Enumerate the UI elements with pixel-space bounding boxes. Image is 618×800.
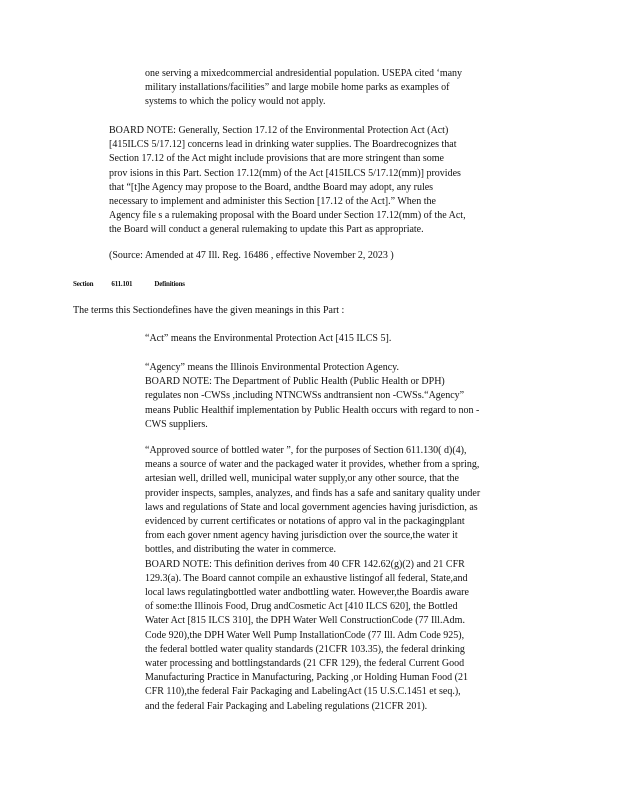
text-line: systems to which the policy would not apply. xyxy=(145,96,326,108)
text-line: water processing and bottlingstandards (21 CFR 129), the federal Current Good xyxy=(145,658,465,670)
source-note xyxy=(109,249,533,263)
text-line: the Board will conduct a general rulemaking to update this Part as appropriate. xyxy=(109,224,424,236)
text-line: “Approved source of bottled water ”, for the purposes of Section 611.130( d)(4), xyxy=(145,445,467,456)
text-line: BOARD NOTE: The Department of Public Health (Public Health or DPH) xyxy=(145,376,445,388)
terms-intro xyxy=(73,304,493,318)
section-heading xyxy=(73,280,185,288)
text-line: and the federal Fair Packaging and Labeling regulations (21CFR 201). xyxy=(145,700,428,712)
text-line: one serving a mixedcommercial andresidential population. USEPA cited ‘many xyxy=(145,68,463,79)
text-line: of some:the Illinois Food, Drug andCosmetic Act [410 ILCS 620], the Bottled xyxy=(145,601,458,613)
text-line: Code 920),the DPH Water Well Pump InstallationCode (77 Ill. Adm Code 925), xyxy=(145,629,465,641)
text-line: Manufacturing Practice in Manufacturing, Packing ,or Holding Human Food (21 xyxy=(145,672,468,684)
text-line: from each gover nment agency having jurisdiction over the source,the water it xyxy=(145,530,458,542)
text-line: prov isions in this Part. Section 17.12(mm) of the Act [415ILCS 5/17.12(mm)] provides xyxy=(109,167,461,179)
section-number: 611.101 xyxy=(111,280,133,288)
text-line: BOARD NOTE: This definition derives from 40 CFR 142.62(g)(2) and 21 CFR xyxy=(145,558,465,570)
text-line: the federal bottled water quality standards (21CFR 103.35), the federal drinking xyxy=(145,643,465,655)
text-line: local laws regulatingbottled water andbottling water. However,the Boardis aware xyxy=(145,587,469,599)
text-line: laws and regulations of State and local government agencies having jurisdiction, as xyxy=(145,501,478,513)
text-line: Water Act [815 ILCS 310], the DPH Water Well ConstructionCode (77 Ill.Adm. xyxy=(145,615,465,627)
text-line: BOARD NOTE: Generally, Section 17.12 of the Environmental Protection Act (Act) xyxy=(109,125,449,136)
text-line: means a source of water and the packaged water it provides, whether from a spring, xyxy=(145,459,480,471)
text-line: necessary to implement and administer this Section [17.12 of the Act].” When the xyxy=(109,196,436,208)
definition-agency xyxy=(145,361,541,432)
text-line: CFR 110),the federal Fair Packaging and LabelingAct (15 U.S.C.1451 et seq.), xyxy=(145,686,461,698)
text-line: Section 17.12 of the Act might include provisions that are more stringent than some xyxy=(109,153,444,165)
definition-act xyxy=(145,332,525,346)
text-line: [415ILCS 5/17.12] concerns lead in drinking water supplies. The Boardrecognizes that xyxy=(109,139,457,151)
text-line: Agency file s a rulemaking proposal with the Board under Section 17.12(mm) of the Act, xyxy=(109,210,466,222)
text-line: bottles, and distributing the water in commerce. xyxy=(145,544,337,556)
intro-paragraph xyxy=(145,67,525,110)
text-line: CWS suppliers. xyxy=(145,418,208,430)
section-label: Section xyxy=(73,280,94,288)
text-line: The terms this Sectiondefines have the given meanings in this Part : xyxy=(73,305,345,316)
text-line: (Source: Amended at 47 Ill. Reg. 16486 , effective November 2, 2023 ) xyxy=(109,250,394,261)
text-line: provider inspects, samples, analyzes, and finds has a safe and sanitary quality under xyxy=(145,487,481,499)
definition-approved-source xyxy=(145,444,541,714)
text-line: “Act” means the Environmental Protection Act [415 ILCS 5]. xyxy=(145,333,392,344)
text-line: evidenced by current certificates or notations of appro val in the packagingplant xyxy=(145,516,465,528)
section-title: Definitions xyxy=(154,280,185,288)
text-line: “Agency” means the Illinois Environmental Protection Agency. xyxy=(145,362,400,373)
text-line: means Public Healthif implementation by Public Health occurs with regard to non - xyxy=(145,404,480,416)
text-line: regulates non -CWSs ,including NTNCWSs andtransient non -CWSs.“Agency” xyxy=(145,390,465,402)
text-line: artesian well, drilled well, municipal water supply,or any other source, that the xyxy=(145,473,459,485)
text-line: military installations/facilities” and large mobile home parks as examples of xyxy=(145,82,450,94)
board-note-lead xyxy=(109,124,533,238)
text-line: that “[t]he Agency may propose to the Board, andthe Board may adopt, any rules xyxy=(109,181,434,193)
text-line: 129.3(a). The Board cannot compile an exhaustive listingof all federal, State,and xyxy=(145,572,468,584)
